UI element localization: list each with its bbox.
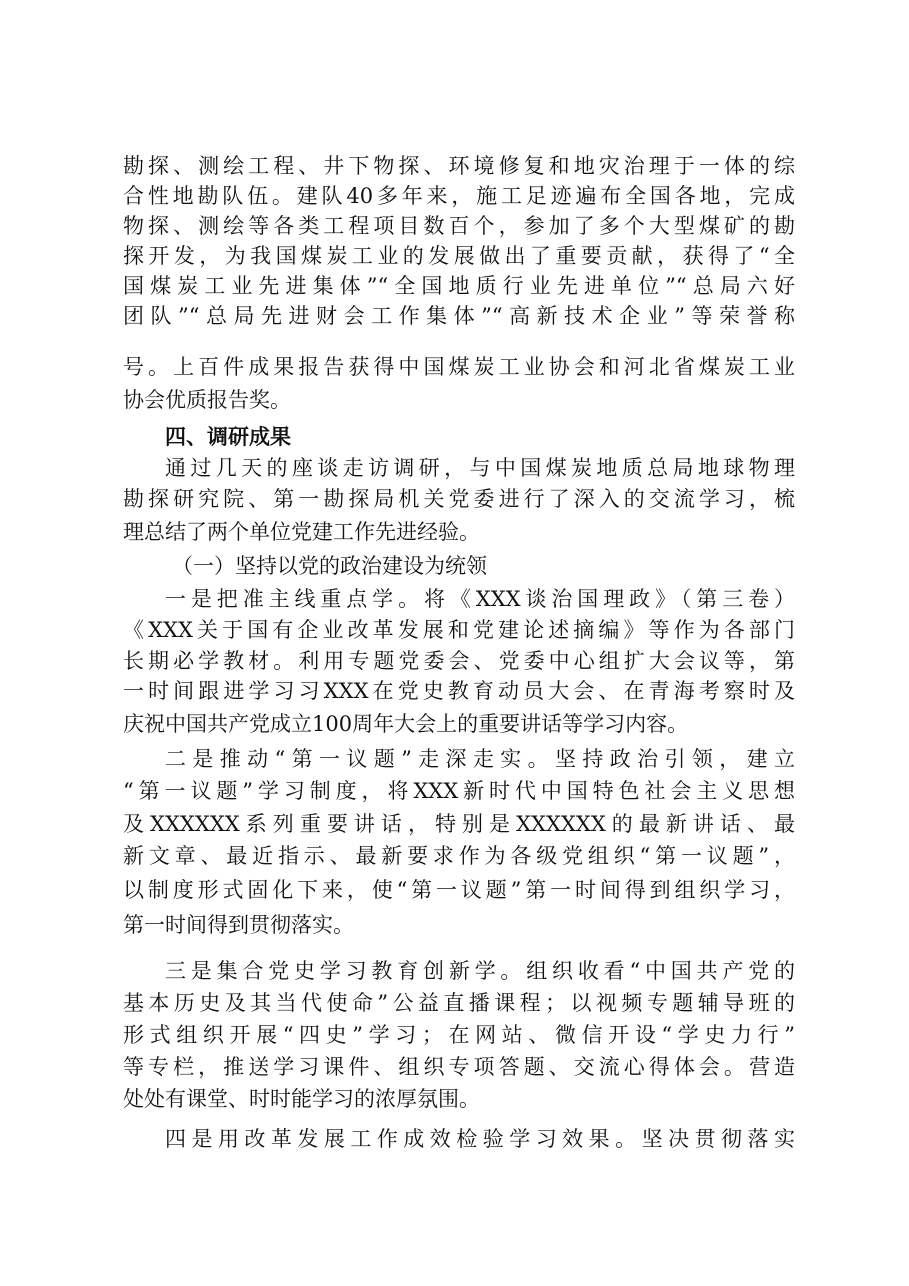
paragraph-line: 长期必学教材。利用专题党委会、党委中心组扩大会议等，第 (123, 649, 795, 673)
paragraph-line: 团队”“总局先进财会工作集体”“高新技术企业”等荣誉称 (123, 304, 795, 328)
paragraph-line: 合性地勘队伍。建队40多年来，施工足迹遍布全国各地，完成 (123, 184, 795, 208)
paragraph-line: 庆祝中国共产党成立100周年大会上的重要讲话等学习内容。 (123, 712, 689, 736)
paragraph-line: 以制度形式固化下来，使“第一议题”第一时间得到组织学习， (123, 878, 795, 902)
paragraph-line: 一是把准主线重点学。将《XXX谈治国理政》（第三卷） (165, 587, 795, 611)
paragraph-line: 基本历史及其当代使命”公益直播课程；以视频专题辅导班的 (123, 991, 795, 1015)
paragraph-line: 理总结了两个单位党建工作先进经验。 (123, 520, 480, 544)
paragraph-line: 处处有课堂、时时能学习的浓厚氛围。 (123, 1087, 480, 1111)
paragraph-line: 三是集合党史学习教育创新学。组织收看“中国共产党的 (165, 959, 795, 983)
paragraph-line: 第一时间得到贯彻落实。 (123, 913, 354, 937)
paragraph-line: 二是推动“第一议题”走深走实。坚持政治引领，建立 (165, 747, 795, 771)
paragraph-line: 新文章、最近指示、最新要求作为各级党组织“第一议题”， (123, 844, 795, 868)
paragraph-line: 及XXXXXX系列重要讲话，特别是XXXXXX的最新讲话、最 (123, 812, 795, 836)
paragraph-line: 勘探研究院、第一勘探局机关党委进行了深入的交流学习，梳 (123, 487, 795, 511)
paragraph-line: 勘探、测绘工程、井下物探、环境修复和地灾治理于一体的综 (123, 154, 795, 178)
paragraph-line: 通过几天的座谈走访调研，与中国煤炭地质总局地球物理 (165, 456, 795, 480)
paragraph-line: 号。上百件成果报告获得中国煤炭工业协会和河北省煤炭工业 (123, 355, 795, 379)
paragraph-line: 四是用改革发展工作成效检验学习效果。坚决贯彻落实 (165, 1127, 795, 1151)
paragraph-line: 形式组织开展“四史”学习；在网站、微信开设“学史力行” (123, 1023, 795, 1047)
paragraph-line: 国煤炭工业先进集体”“全国地质行业先进单位”“总局六好 (123, 274, 795, 298)
paragraph-line: 一时间跟进学习习XXX在党史教育动员大会、在青海考察时及 (123, 679, 795, 703)
paragraph-line: 探开发，为我国煤炭工业的发展做出了重要贡献，获得了“全 (123, 244, 795, 268)
paragraph-line: 《XXX关于国有企业改革发展和党建论述摘编》等作为各部门 (123, 618, 795, 642)
paragraph-line: 等专栏，推送学习课件、组织专项答题、交流心得体会。营造 (123, 1055, 795, 1079)
paragraph-line: “第一议题”学习制度，将XXX新时代中国特色社会主义思想 (123, 779, 795, 803)
paragraph-line: 物探、测绘等各类工程项目数百个，参加了多个大型煤矿的勘 (123, 214, 795, 238)
paragraph-line: 协会优质报告奖。 (123, 388, 291, 412)
subsection-heading: （一）坚持以党的政治建设为统领 (172, 554, 487, 578)
section-heading: 四、调研成果 (165, 425, 291, 449)
